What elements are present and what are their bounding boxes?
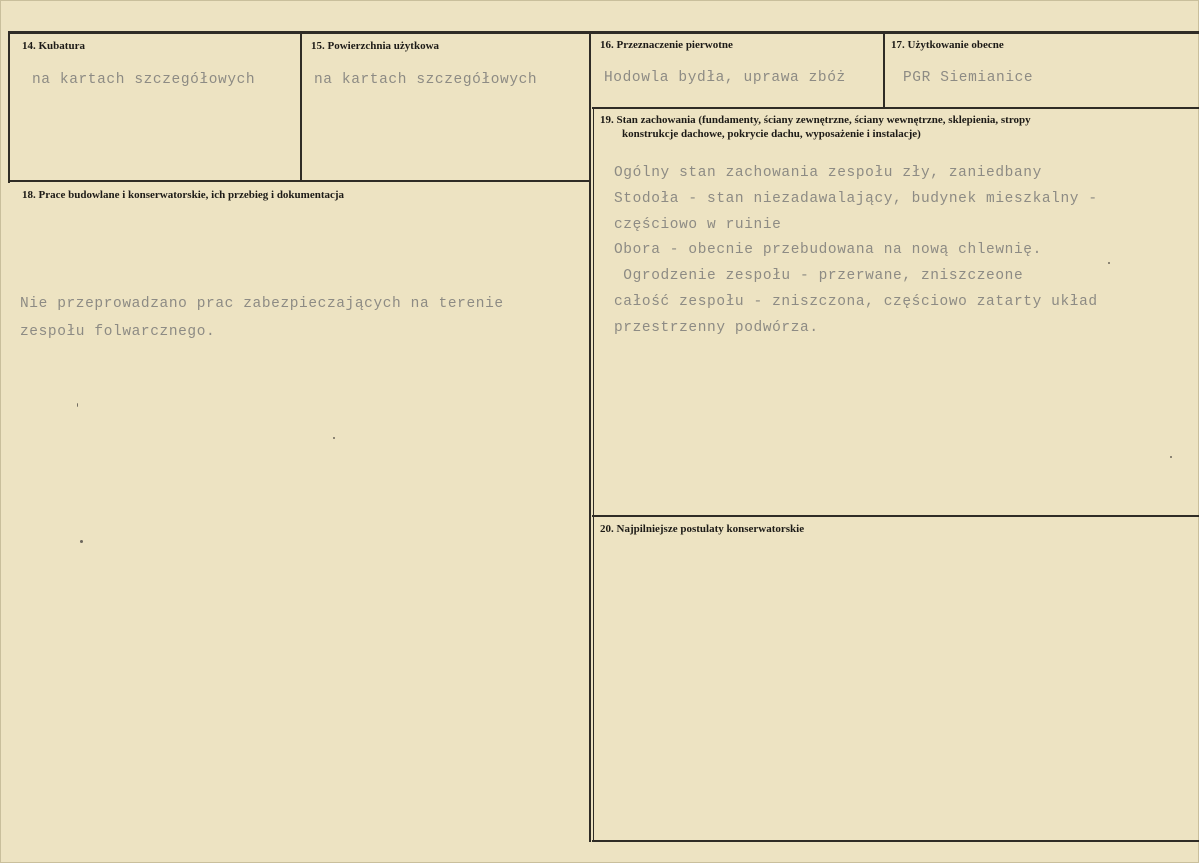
postulaty-label: 20. Najpilniejsze postulaty konserwatorskie [600, 523, 805, 535]
paper-speck [333, 437, 335, 439]
paper-speck [77, 403, 78, 407]
prace-line-2: zespołu folwarcznego. [20, 324, 216, 340]
paper-speck [1170, 456, 1172, 458]
prace-label: 18. Prace budowlane i konserwatorskie, ich przebieg i dokumentacja [22, 189, 345, 201]
stan-line-2: Stodoła - stan niezadawalający, budynek mieszkalny - [614, 191, 1098, 207]
stan-label-line-2: konstrukcje dachowe, pokrycie dachu, wyposażenie i instalacje) [622, 128, 921, 140]
center-divider [589, 31, 591, 842]
prace-line-1: Nie przeprowadzano prac zabezpieczających na terenie [20, 296, 504, 312]
bottom-rule [592, 840, 1199, 842]
divider-16-17 [883, 31, 885, 109]
powierzchnia-label: 15. Powierzchnia użytkowa [311, 40, 440, 52]
uzytkowanie-value: PGR Siemianice [903, 70, 1034, 86]
stan-line-1: Ogólny stan zachowania zespołu zły, zaniedbany [614, 165, 1042, 181]
divider-14-15 [300, 31, 302, 182]
powierzchnia-value: na kartach szczegółowych [314, 72, 538, 88]
paper-speck [80, 540, 83, 543]
stan-line-4: Obora - obecnie przebudowana na nową chlewnię. [614, 242, 1042, 258]
stan-line-6: całość zespołu - zniszczona, częściowo zatarty układ [614, 294, 1098, 310]
stan-line-3: częściowo w ruinie [614, 217, 782, 233]
inner-divider-19-20 [593, 107, 594, 842]
rule-right-upper [592, 107, 1199, 109]
left-edge-rule [8, 31, 10, 183]
rule-left-mid [8, 180, 590, 182]
stan-line-5: Ogrodzenie zespołu - przerwane, zniszczeone [614, 268, 1024, 284]
rule-right-lower [592, 515, 1199, 517]
top-rule [8, 31, 1199, 34]
kubatura-label: 14. Kubatura [22, 40, 85, 52]
stan-label-line-1: 19. Stan zachowania (fundamenty, ściany zewnętrzne, ściany wewnętrzne, sklepienia, stropy [600, 114, 1031, 126]
paper-speck [1108, 262, 1110, 264]
kubatura-value: na kartach szczegółowych [32, 72, 256, 88]
stan-line-7: przestrzenny podwórza. [614, 320, 819, 336]
uzytkowanie-label: 17. Użytkowanie obecne [891, 39, 1004, 51]
przeznaczenie-label: 16. Przeznaczenie pierwotne [600, 39, 733, 51]
przeznaczenie-value: Hodowla bydła, uprawa zbóż [604, 70, 846, 86]
